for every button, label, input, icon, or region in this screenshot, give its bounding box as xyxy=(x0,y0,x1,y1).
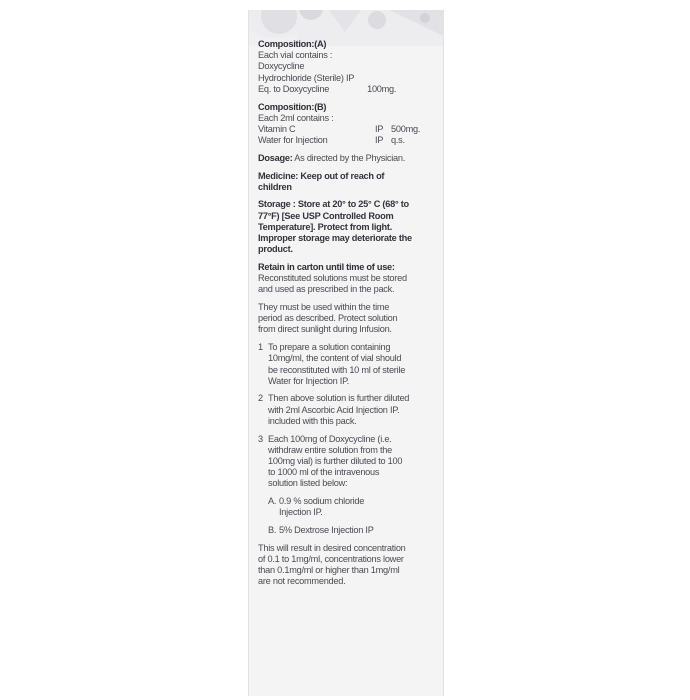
step-line: 100mg vial) is further diluted to 100 xyxy=(268,456,403,466)
usage xyxy=(258,302,440,336)
storage-line: Storage : Store at 20° to 25° C (68° to xyxy=(258,199,409,210)
composition-a-heading: Composition:(A) xyxy=(258,39,327,49)
step-line: be reconstituted with 10 ml of sterile xyxy=(268,364,406,375)
result xyxy=(258,543,440,588)
step-number: 1 xyxy=(258,342,263,353)
step-line: to 1000 ml of the intravenous xyxy=(268,467,380,478)
ingredient-standard: IP xyxy=(375,123,384,134)
storage-line: Improper storage may deteriorate the xyxy=(258,233,412,244)
ingredient-name: Water for Injection xyxy=(258,135,328,146)
package-insert-panel xyxy=(248,10,444,696)
solution-b xyxy=(268,525,440,536)
step-line: Water for Injection IP. xyxy=(268,375,350,386)
storage-line: 77°F) [See USP Controlled Room xyxy=(258,210,394,221)
step-line: To prepare a solution containing xyxy=(268,342,391,353)
composition-b-heading: Composition:(B) xyxy=(258,101,327,112)
solution-letter: B. xyxy=(268,525,277,536)
step-line: with 2ml Ascorbic Acid Injection IP. xyxy=(268,404,400,415)
solution-line: 5% Dextrose Injection IP xyxy=(279,525,374,536)
step-line: Then above solution is further diluted xyxy=(268,393,410,404)
insert-text xyxy=(258,39,440,594)
retain-line: and used as prescribed in the pack. xyxy=(258,284,395,295)
step-1 xyxy=(258,342,440,387)
solution-a xyxy=(268,496,440,518)
composition-a-line: Each vial contains : xyxy=(258,50,333,61)
storage xyxy=(258,199,440,255)
result-line: than 0.1mg/ml or higher than 1mg/ml xyxy=(258,565,400,576)
usage-line: They must be used within the time xyxy=(258,302,390,313)
medicine-line: Medicine: Keep out of reach of xyxy=(258,170,385,181)
step-3 xyxy=(258,434,440,490)
usage-line: period as described. Protect solution xyxy=(258,313,398,324)
solution-line: 0.9 % sodium chloride xyxy=(279,496,365,507)
step-line: 10mg/ml, the content of vial should xyxy=(268,353,402,364)
medicine-warning xyxy=(258,171,440,193)
step-number: 2 xyxy=(258,393,263,404)
result-line: This will result in desired concentration xyxy=(258,542,406,553)
composition-b xyxy=(258,102,440,147)
step-line: withdraw entire solution from the xyxy=(268,444,393,455)
result-line: of 0.1 to 1mg/ml, concentrations lower xyxy=(258,553,404,564)
medicine-line: children xyxy=(258,181,292,192)
equivalent-label: Eq. to Doxycycline xyxy=(258,83,330,94)
usage-line: from direct sunlight during Infusion. xyxy=(258,324,392,335)
composition-a-line: Doxycycline xyxy=(258,61,305,72)
ingredient-row xyxy=(258,124,440,135)
dosage-text: As directed by the Physician. xyxy=(292,152,406,163)
step-line: included with this pack. xyxy=(268,415,357,426)
step-number: 3 xyxy=(258,433,263,444)
ingredient-name: Vitamin C xyxy=(258,123,296,134)
composition-b-line: Each 2ml contains : xyxy=(258,112,334,123)
dosage-label: Dosage: xyxy=(258,152,293,163)
ingredient-row xyxy=(258,135,440,146)
composition-a xyxy=(258,39,440,95)
composition-a-line: Hydrochloride (Sterile) IP xyxy=(258,72,355,83)
retain-heading: Retain in carton until time of use: xyxy=(258,261,395,272)
ingredient-quantity: 500mg. xyxy=(391,123,421,134)
solution-letter: A. xyxy=(268,496,277,507)
solution-line: Injection IP. xyxy=(279,507,323,518)
dosage xyxy=(258,153,440,164)
ingredient-standard: IP xyxy=(375,135,384,146)
step-line: Each 100mg of Doxycycline (i.e. xyxy=(268,433,392,444)
storage-line: product. xyxy=(258,244,293,255)
composition-a-equivalent xyxy=(258,84,440,95)
ingredient-quantity: q.s. xyxy=(391,135,405,146)
storage-line: Temperature]. Protect from light. xyxy=(258,221,393,232)
retain-line: Reconstituted solutions must be stored xyxy=(258,273,407,284)
equivalent-quantity: 100mg. xyxy=(367,83,397,94)
result-line: are not recommended. xyxy=(258,576,346,587)
step-2 xyxy=(258,393,440,427)
retain xyxy=(258,262,440,296)
step-line: solution listed below: xyxy=(268,478,348,489)
